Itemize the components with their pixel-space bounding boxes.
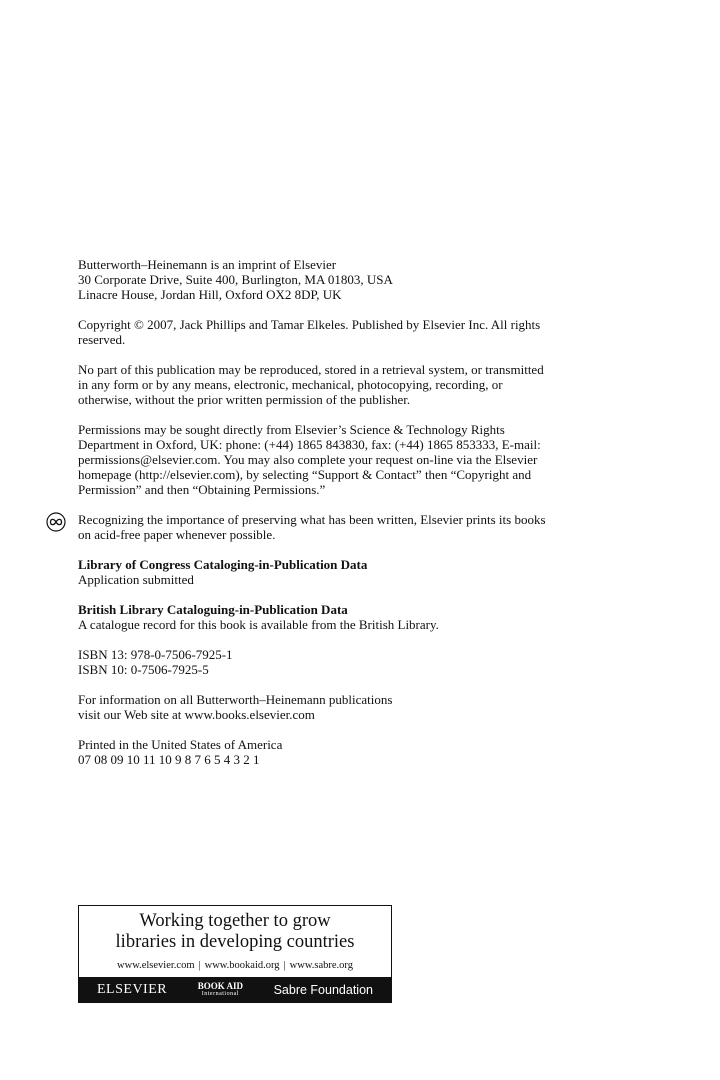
permissions-line: Permission” and then “Obtaining Permissions.” [78,482,326,497]
print-line-numbers: 07 08 09 10 11 10 9 8 7 6 5 4 3 2 1 [78,752,260,767]
copyright-block [78,317,618,347]
rights-line: in any form or by any means, electronic, mechanical, photocopying, recording, or [78,377,503,392]
acid-free-line: Recognizing the importance of preserving what has been written, Elsevier prints its books [78,512,546,527]
copyright-page [78,257,618,782]
banner-headline-line: Working together to grow [139,911,331,931]
book-aid-banner [78,905,392,1003]
sabre-logo: Sabre Foundation [273,982,373,997]
banner-links [79,960,391,971]
link-separator: | [283,960,286,971]
imprint-block [78,257,618,302]
permissions-line: Department in Oxford, UK: phone: (+44) 1865 843830, fax: (+44) 1865 853333, E-mail: [78,437,541,452]
permissions-line: permissions@elsevier.com. You may also complete your request on-line via the Elsevier [78,452,538,467]
imprint-line: Butterworth–Heinemann is an imprint of Elsevier [78,257,337,272]
permissions-line: Permissions may be sought directly from Elsevier’s Science & Technology Rights [78,422,505,437]
elsevier-logo: ELSEVIER [97,981,168,997]
acid-free-block [78,512,618,542]
link-separator: | [198,960,201,971]
isbn-13: ISBN 13: 978-0-7506-7925-1 [78,647,233,662]
bookaid-logo-bottom: International [201,990,239,997]
permissions-block [78,422,618,497]
banner-headline-line: libraries in developing countries [115,932,355,952]
link-bookaid[interactable]: www.bookaid.org [204,960,280,971]
bookaid-logo [198,982,243,998]
rights-line: No part of this publication may be reproduced, stored in a retrieval system, or transmitted [78,362,544,377]
bookaid-logo-top: BOOK AID [197,980,243,991]
link-elsevier[interactable]: www.elsevier.com [117,960,195,971]
acid-free-line: on acid-free paper whenever possible. [78,527,276,542]
loc-heading: Library of Congress Cataloging-in-Publication Data [78,557,368,572]
bl-heading: British Library Cataloguing-in-Publication Data [78,602,348,617]
imprint-line: Linacre House, Jordan Hill, Oxford OX2 8DP, UK [78,287,342,302]
imprint-line: 30 Corporate Drive, Suite 400, Burlington, MA 01803, USA [78,272,393,287]
permissions-line: homepage (http://elsevier.com), by selecting “Support & Contact” then “Copyright and [78,467,532,482]
bl-block [78,602,618,632]
copyright-line: Copyright © 2007, Jack Phillips and Tamar Elkeles. Published by Elsevier Inc. All rights [78,317,541,332]
banner-logo-bar [79,977,391,1002]
loc-text: Application submitted [78,572,194,587]
info-line: visit our Web site at www.books.elsevier.com [78,707,315,722]
banner-headline [79,906,391,953]
isbn-10: ISBN 10: 0-7506-7925-5 [78,662,209,677]
rights-block [78,362,618,407]
printing-block [78,737,618,767]
printed-in: Printed in the United States of America [78,737,283,752]
bl-text: A catalogue record for this book is available from the British Library. [78,617,439,632]
loc-block [78,557,618,587]
rights-line: otherwise, without the prior written permission of the publisher. [78,392,411,407]
info-block [78,692,618,722]
copyright-line: reserved. [78,332,126,347]
info-line: For information on all Butterworth–Heinemann publications [78,692,393,707]
link-sabre[interactable]: www.sabre.org [289,960,353,971]
infinity-paper-icon [46,512,66,532]
isbn-block [78,647,618,677]
